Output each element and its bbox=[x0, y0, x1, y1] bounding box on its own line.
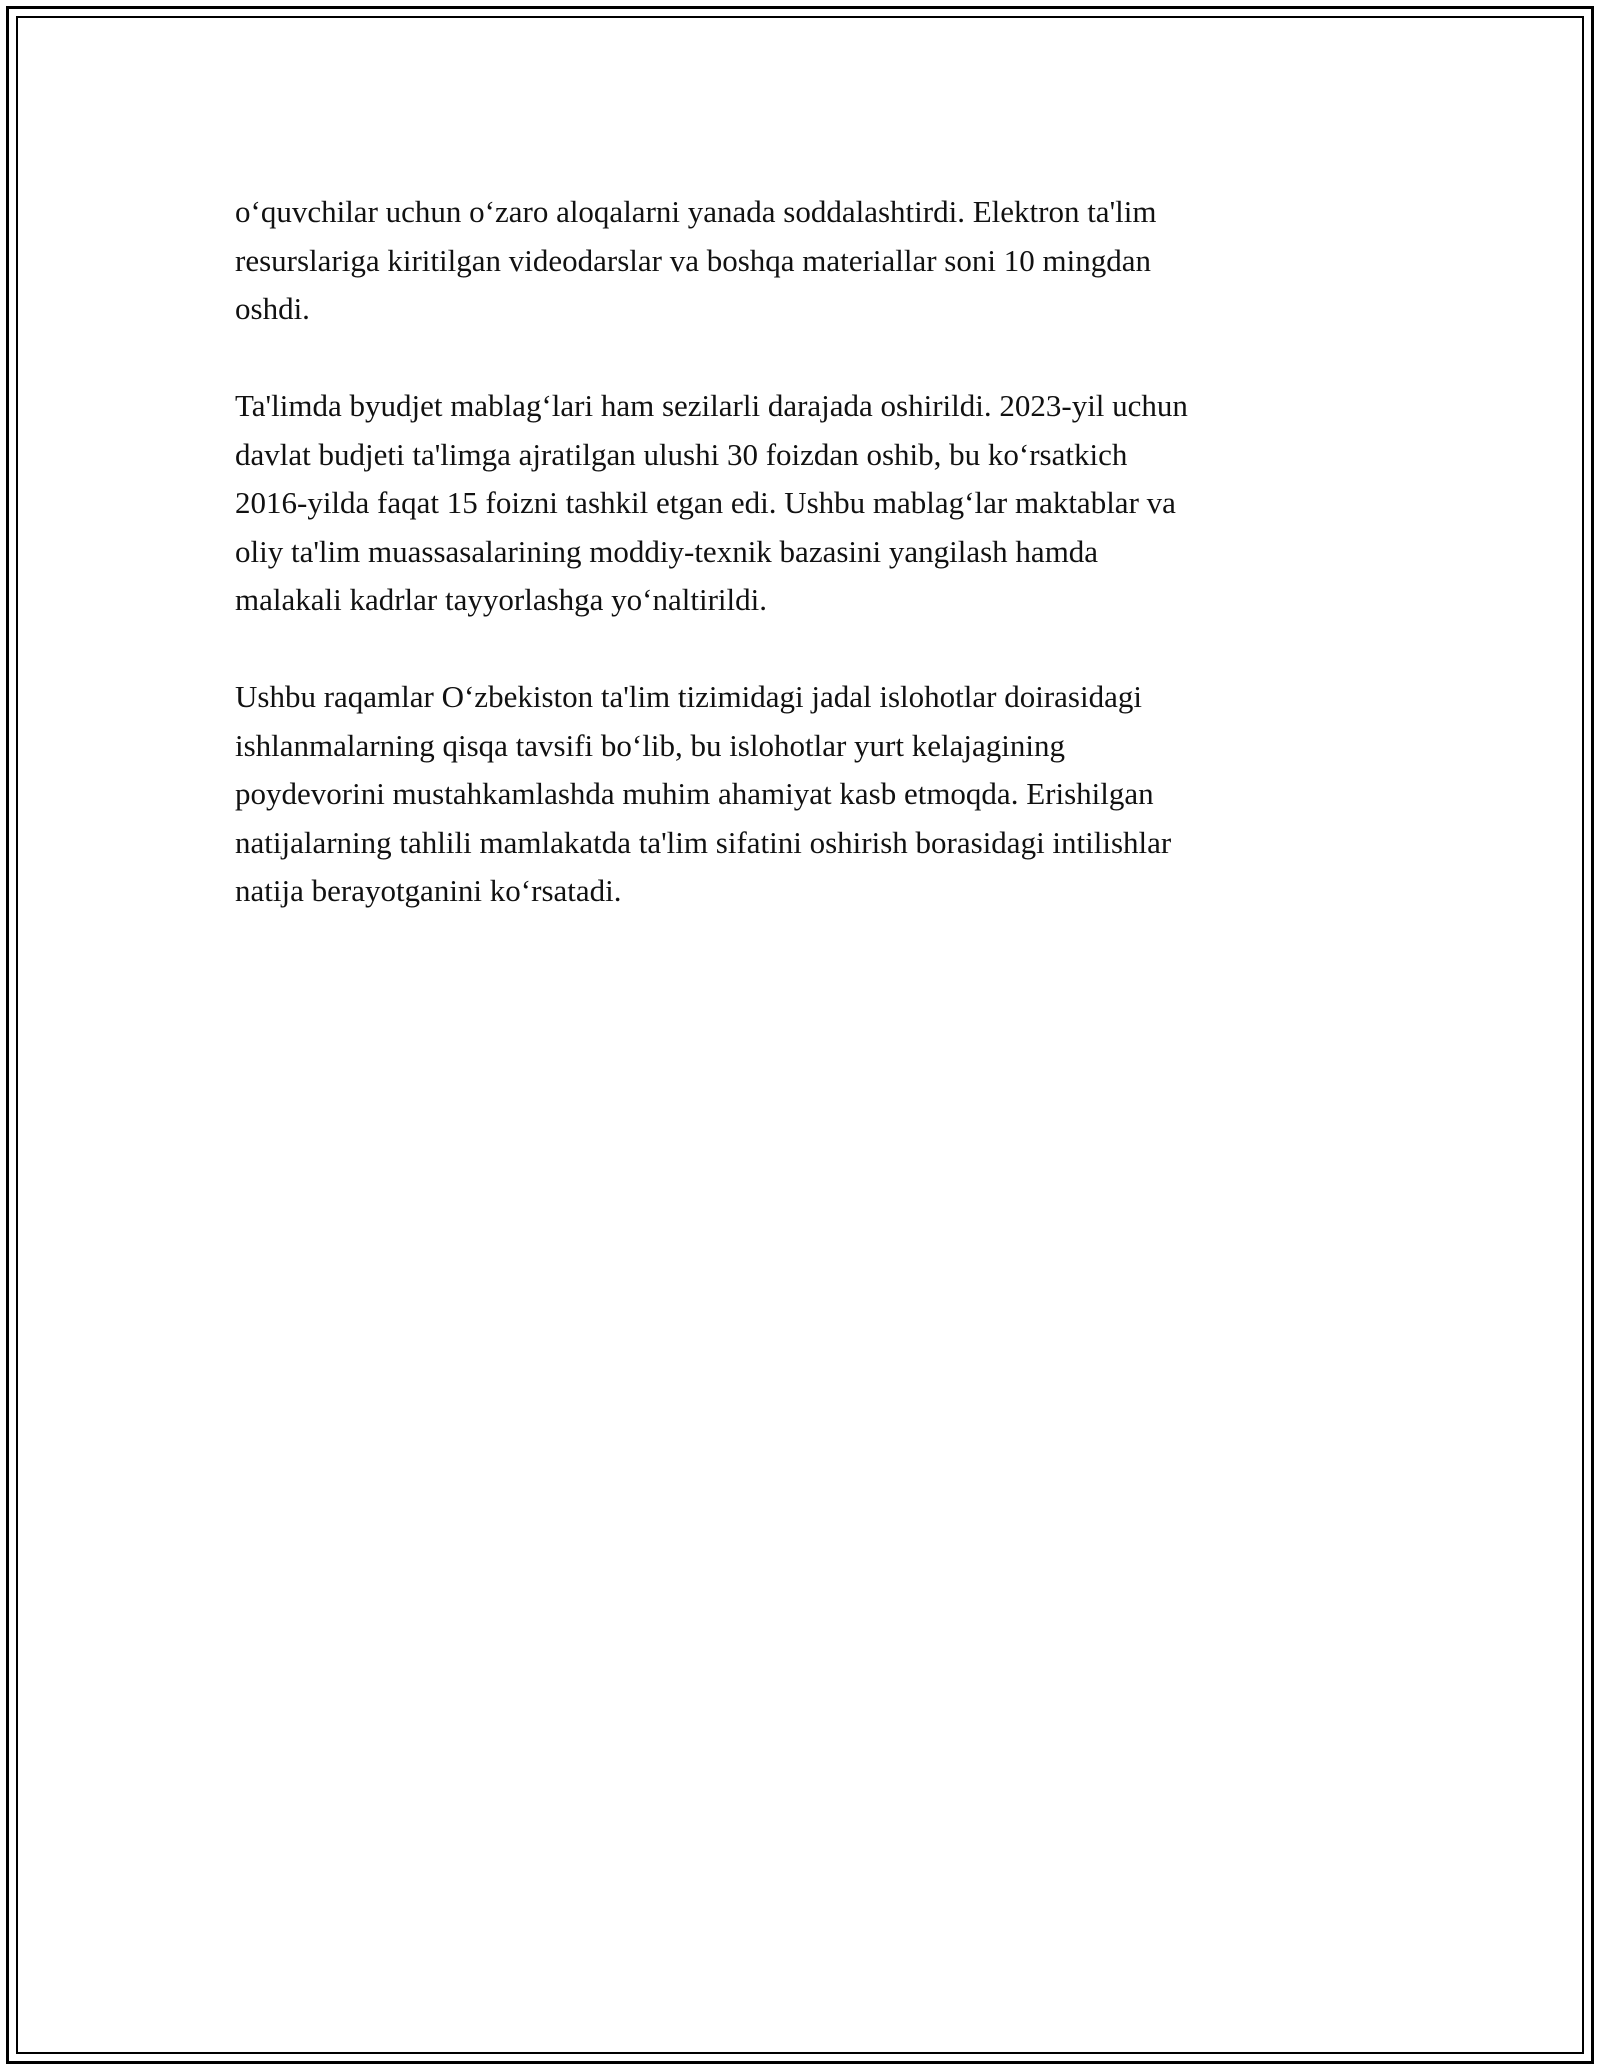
paragraph-elektron-talim: o‘quvchilar uchun o‘zaro aloqalarni yanada soddalashtirdi. Elektron ta'lim resurslariga kiritilgan videodarslar va boshqa materiallar soni 10 mingdan oshdi. bbox=[235, 194, 1157, 326]
paragraph-byudjet-mablaglari: Ta'limda byudjet mablag‘lari ham sezilarli darajada oshirildi. 2023-yil uchun davlat budjeti ta'limga ajratilgan ulushi 30 foizdan oshib, bu ko‘rsatkich 2016-yilda faqat 15 foizni tashkil etgan edi. Ushbu mablag‘lar maktablar va oliy ta'lim muassasalarining moddiy-texnik bazasini yangilash hamda malakali kadrlar tayyorlashga yo‘naltirildi. bbox=[235, 388, 1188, 617]
document-body bbox=[235, 188, 1395, 964]
paragraph-islohotlar-xulosa: Ushbu raqamlar O‘zbekiston ta'lim tizimidagi jadal islohotlar doirasidagi ishlanmalarning qisqa tavsifi bo‘lib, bu islohotlar yurt kelajagining poydevorini mustahkamlashda muhim ahamiyat kasb etmoqda. Erishilgan natijalarning tahlili mamlakatda ta'lim sifatini oshirish borasidagi intilishlar natija berayotganini ko‘rsatadi. bbox=[235, 679, 1172, 908]
